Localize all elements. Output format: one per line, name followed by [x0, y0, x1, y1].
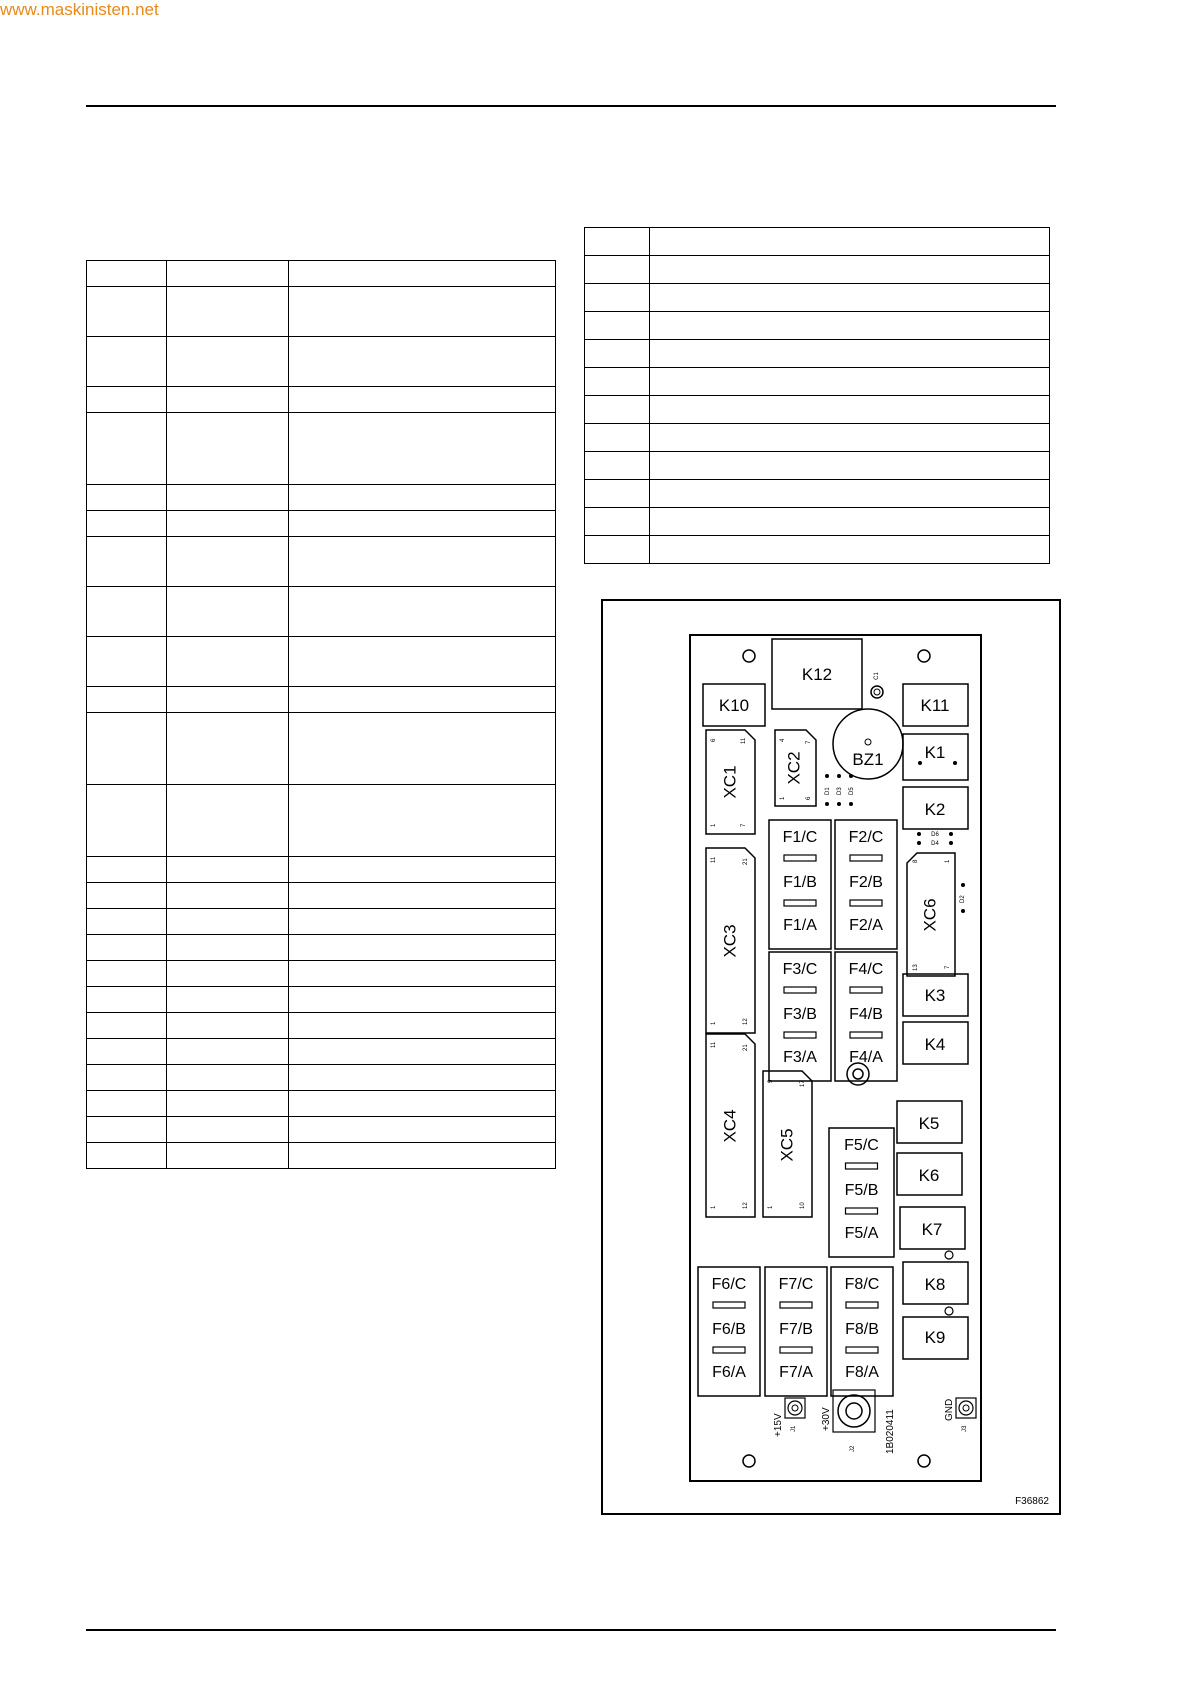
fuse-label: F6/C [711, 1276, 747, 1293]
xc1-pin-bottom-left: 1 [711, 823, 717, 827]
table-cell [87, 1117, 167, 1143]
relay-k3-label: K3 [924, 986, 946, 1005]
diode-dot [949, 832, 953, 836]
table-cell [289, 337, 556, 387]
table-cell [167, 1117, 289, 1143]
table-cell [87, 1013, 167, 1039]
table-row [585, 284, 1050, 312]
table-cell [87, 511, 167, 537]
table-cell [649, 480, 1049, 508]
fuse-slot [846, 1163, 878, 1169]
table-cell [87, 785, 167, 857]
fuse-label: F5/C [844, 1137, 879, 1154]
diode-dot [961, 909, 965, 913]
table-cell [87, 1091, 167, 1117]
diode-dot [917, 841, 921, 845]
xc5-pin-top-right: 17 [800, 1080, 806, 1087]
figure-code: F36862 [1015, 1496, 1049, 1507]
terminal-j2-label: J2 [850, 1445, 856, 1452]
table-cell [87, 883, 167, 909]
table-cell [87, 637, 167, 687]
fuse-slot [784, 987, 816, 993]
fuse-blocks [698, 820, 897, 1396]
table-row [87, 1117, 556, 1143]
table-cell [289, 1091, 556, 1117]
table-cell [167, 537, 289, 587]
fuse-label: F7/C [778, 1276, 814, 1293]
table-row [87, 287, 556, 337]
table-cell [289, 1039, 556, 1065]
fuse-slot [784, 1032, 816, 1038]
fuse-label: F4/A [849, 1049, 883, 1066]
table-cell [289, 883, 556, 909]
table-cell [87, 857, 167, 883]
relay-k11-label: K11 [920, 696, 950, 715]
table-row [87, 785, 556, 857]
fuse-slot [846, 1302, 878, 1308]
table-cell [585, 452, 650, 480]
table-cell [167, 587, 289, 637]
table-cell [167, 909, 289, 935]
table-cell [289, 713, 556, 785]
table-cell [87, 987, 167, 1013]
xc5-pin-top-left: 9 [768, 1079, 774, 1083]
fuse-label: F6/B [712, 1321, 746, 1338]
table-cell [289, 587, 556, 637]
relay-k12-label: K12 [801, 665, 833, 684]
terminal-j1-ring [788, 1401, 802, 1415]
top-rule [86, 105, 1056, 107]
table-cell [649, 368, 1049, 396]
table-cell [167, 857, 289, 883]
fuse-label: F1/A [783, 917, 817, 934]
diode-dot [949, 841, 953, 845]
table-row [585, 228, 1050, 256]
diode-dot [837, 774, 841, 778]
table-cell [289, 935, 556, 961]
diode-d6-label: D6 [931, 832, 939, 838]
table-row [87, 883, 556, 909]
terminal-plus15-label: +15V [773, 1413, 784, 1437]
table-row [87, 537, 556, 587]
diode-d2-label: D2 [960, 895, 966, 903]
table-row [87, 935, 556, 961]
table-cell [289, 387, 556, 413]
table-cell [289, 1065, 556, 1091]
table-row [87, 413, 556, 485]
xc5-pin-bottom-left: 1 [768, 1205, 774, 1209]
table-cell [167, 687, 289, 713]
xc4-pin-bottom-left: 1 [711, 1205, 717, 1209]
table-row [87, 1039, 556, 1065]
fuse-slot [784, 900, 816, 906]
diode-d5-label: D5 [849, 787, 855, 795]
table-cell [649, 256, 1049, 284]
fuse-label: F1/C [782, 829, 818, 846]
diode-dot [825, 802, 829, 806]
table-cell [87, 1065, 167, 1091]
fuse-label: F3/A [783, 1049, 817, 1066]
fuse-slot [784, 855, 816, 861]
table-row [585, 536, 1050, 564]
fuse-slot [850, 1032, 882, 1038]
table-row [87, 511, 556, 537]
table-cell [585, 368, 650, 396]
fuse-label: F8/C [844, 1276, 880, 1293]
table-row [87, 687, 556, 713]
table-cell [167, 1143, 289, 1169]
terminal-j2-ring [838, 1395, 870, 1427]
fuse-slot [846, 1347, 878, 1353]
connector-xc4-label: XC4 [720, 1109, 740, 1143]
table-row [87, 713, 556, 785]
table-cell [167, 1065, 289, 1091]
table-cell [87, 1143, 167, 1169]
relay-k4-label: K4 [924, 1035, 946, 1054]
table-cell [167, 883, 289, 909]
relay-k5-label: K5 [918, 1114, 940, 1133]
table-row [585, 452, 1050, 480]
fuse-slot [846, 1208, 878, 1214]
board-id-label: 1B020411 [885, 1409, 896, 1454]
buzzer-bz1-label: BZ1 [852, 750, 884, 769]
xc6-pin-bottom-left: 13 [913, 964, 919, 971]
table-cell [167, 785, 289, 857]
table-cell [167, 485, 289, 511]
table-cell [649, 424, 1049, 452]
mount-hole [918, 1455, 930, 1467]
table-cell [167, 413, 289, 485]
table-cell [87, 587, 167, 637]
table-cell [167, 713, 289, 785]
table-cell [87, 337, 167, 387]
table-row [87, 261, 556, 287]
table-cell [289, 785, 556, 857]
xc4-pin-top-left: 11 [711, 1041, 717, 1048]
table-row [585, 312, 1050, 340]
table-cell [167, 935, 289, 961]
fuse-slot [780, 1347, 812, 1353]
fuse-slot [850, 900, 882, 906]
table-row [585, 480, 1050, 508]
table-row [87, 1013, 556, 1039]
table-row [585, 396, 1050, 424]
relay-k1-pin [918, 761, 922, 765]
table-row [585, 256, 1050, 284]
terminal-j3-core [963, 1405, 969, 1411]
table-cell [649, 452, 1049, 480]
xc2-pin-top-right: 7 [806, 740, 812, 744]
table-cell [167, 637, 289, 687]
relay-k8-label: K8 [924, 1275, 946, 1294]
relay-k9-label: K9 [924, 1328, 946, 1347]
table-cell [87, 909, 167, 935]
connector-xc6-label: XC6 [920, 898, 940, 932]
table-cell [649, 536, 1049, 564]
terminal-j1-label: J1 [791, 1425, 797, 1432]
watermark-link[interactable]: www.maskinisten.net [0, 0, 159, 19]
table-cell [289, 1013, 556, 1039]
table-cell [585, 508, 650, 536]
table-cell [289, 1143, 556, 1169]
table-cell [585, 228, 650, 256]
buzzer-bz1-dot [865, 739, 871, 745]
fuse-label: F2/C [848, 829, 884, 846]
table-cell [167, 1091, 289, 1117]
table-row [87, 987, 556, 1013]
fuse-label: F5/B [844, 1182, 879, 1199]
table-row [87, 387, 556, 413]
xc3-pin-top-left: 11 [711, 856, 717, 863]
mount-hole [918, 650, 930, 662]
diode-dot [849, 802, 853, 806]
table-cell [289, 637, 556, 687]
xc6-pin-top-left: 8 [913, 859, 919, 863]
xc2-pin-top-left: 4 [780, 738, 786, 742]
table-row [87, 909, 556, 935]
table-cell [585, 312, 650, 340]
fuse-label: F2/A [849, 917, 883, 934]
c1-label: C1 [874, 672, 880, 680]
table-cell [289, 413, 556, 485]
diode-dot [961, 883, 965, 887]
test-point [945, 1307, 953, 1315]
table-cell [289, 485, 556, 511]
relay-k10-label: K10 [718, 696, 750, 715]
diode-d3-label: D3 [837, 787, 843, 795]
terminal-j2-core [846, 1403, 862, 1419]
connector-xc5-label: XC5 [777, 1128, 797, 1162]
table-row [87, 337, 556, 387]
relay-k2-label: K2 [924, 800, 946, 819]
table-cell [167, 387, 289, 413]
fuse-slot [713, 1302, 745, 1308]
xc4-pin-bottom-right: 12 [743, 1202, 749, 1209]
fuse-label: F3/B [783, 1006, 817, 1023]
pcb-diagram [603, 601, 1059, 1513]
fuse-slot [850, 855, 882, 861]
table-cell [585, 340, 650, 368]
diode-d1-label: D1 [825, 787, 831, 795]
table-row [585, 340, 1050, 368]
table-cell [289, 511, 556, 537]
table-row [87, 1091, 556, 1117]
xc2-pin-bottom-right: 6 [806, 796, 812, 800]
table-cell [289, 987, 556, 1013]
table-cell [289, 537, 556, 587]
xc5-pin-bottom-right: 10 [800, 1202, 806, 1209]
terminal-j1-core [792, 1405, 798, 1411]
table-cell [289, 687, 556, 713]
table-row [585, 368, 1050, 396]
xc1-pin-top-left: 6 [711, 738, 717, 742]
table-row [87, 587, 556, 637]
table-cell [585, 256, 650, 284]
capacitor-c1 [871, 686, 883, 698]
xc2-pin-bottom-left: 1 [780, 796, 786, 800]
table-row [87, 961, 556, 987]
table-cell [87, 261, 167, 287]
table-row [87, 857, 556, 883]
table-cell [289, 1117, 556, 1143]
table-cell [649, 340, 1049, 368]
xc3-pin-bottom-left: 1 [711, 1021, 717, 1025]
connector-xc2-label: XC2 [784, 751, 804, 785]
xc6-pin-bottom-right: 7 [945, 965, 951, 969]
table-cell [649, 312, 1049, 340]
diode-dot [825, 774, 829, 778]
left-table [86, 260, 556, 1169]
table-row [87, 485, 556, 511]
fuse-slot [780, 1302, 812, 1308]
table-row [87, 637, 556, 687]
xc4-pin-top-right: 21 [743, 1044, 749, 1051]
table-cell [167, 961, 289, 987]
xc1-pin-bottom-right: 7 [741, 823, 747, 827]
xc6-pin-top-right: 1 [945, 859, 951, 863]
table-cell [289, 857, 556, 883]
xc3-pin-bottom-right: 12 [743, 1018, 749, 1025]
relay-k6-label: K6 [918, 1166, 940, 1185]
screw-mount-inner [853, 1069, 863, 1079]
table-cell [167, 337, 289, 387]
relay-k7-label: K7 [921, 1220, 943, 1239]
table-cell [87, 1039, 167, 1065]
table-row [87, 1065, 556, 1091]
fuse-label: F2/B [849, 874, 883, 891]
table-cell [167, 1013, 289, 1039]
table-cell [585, 284, 650, 312]
terminal-j3-ring [959, 1401, 973, 1415]
fuse-label: F6/A [712, 1364, 746, 1381]
relay-k1-label: K1 [924, 743, 946, 762]
fuse-slot [713, 1347, 745, 1353]
table-cell [87, 537, 167, 587]
table-cell [585, 480, 650, 508]
connector-xc1-label: XC1 [720, 765, 740, 799]
table-cell [167, 1039, 289, 1065]
right-table [584, 227, 1050, 564]
table-cell [87, 687, 167, 713]
mount-hole [743, 1455, 755, 1467]
table-cell [87, 935, 167, 961]
table-cell [167, 987, 289, 1013]
terminal-plus30-label: +30V [821, 1407, 832, 1431]
fuse-label: F5/A [844, 1225, 879, 1242]
xc3-pin-top-right: 21 [743, 858, 749, 865]
table-cell [289, 961, 556, 987]
table-row [585, 424, 1050, 452]
table-cell [87, 287, 167, 337]
table-cell [87, 961, 167, 987]
terminal-j3-label: J3 [962, 1425, 968, 1432]
diode-dot [917, 832, 921, 836]
fuse-label: F1/B [783, 874, 817, 891]
fuse-label: F4/C [848, 961, 884, 978]
bottom-rule [86, 1629, 1056, 1631]
capacitor-c1-inner [874, 689, 880, 695]
fuse-slot [850, 987, 882, 993]
fuse-label: F3/C [782, 961, 818, 978]
table-cell [167, 287, 289, 337]
fuse-label: F8/B [845, 1321, 879, 1338]
mount-hole [743, 650, 755, 662]
terminal-gnd-label: GND [944, 1398, 955, 1421]
fuse-label: F7/B [779, 1321, 813, 1338]
table-cell [585, 536, 650, 564]
table-row [585, 508, 1050, 536]
fuse-label: F7/A [779, 1364, 813, 1381]
test-point [945, 1251, 953, 1259]
table-row [87, 1143, 556, 1169]
diode-d4-label: D4 [931, 841, 939, 847]
fuse-label: F4/B [849, 1006, 883, 1023]
connector-xc3-label: XC3 [720, 924, 740, 958]
table-cell [87, 485, 167, 511]
table-cell [87, 387, 167, 413]
diode-dot [849, 774, 853, 778]
table-cell [167, 261, 289, 287]
table-cell [649, 228, 1049, 256]
table-cell [167, 511, 289, 537]
table-cell [289, 261, 556, 287]
table-cell [649, 396, 1049, 424]
table-cell [649, 284, 1049, 312]
diagram-frame [601, 599, 1061, 1515]
table-cell [87, 713, 167, 785]
table-cell [649, 508, 1049, 536]
table-cell [585, 424, 650, 452]
table-cell [289, 287, 556, 337]
table-cell [289, 909, 556, 935]
xc1-pin-top-right: 11 [741, 737, 747, 744]
fuse-label: F8/A [845, 1364, 879, 1381]
diode-dot [837, 802, 841, 806]
table-cell [87, 413, 167, 485]
relay-k1-pin [953, 761, 957, 765]
table-cell [585, 396, 650, 424]
